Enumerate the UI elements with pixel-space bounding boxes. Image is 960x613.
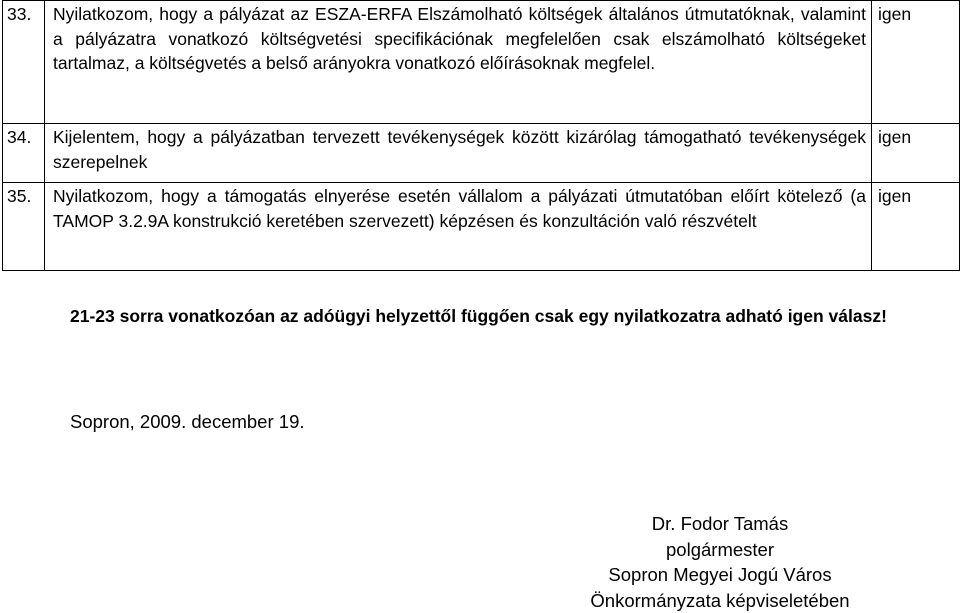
table-row bbox=[3, 124, 960, 183]
declaration-table bbox=[2, 0, 960, 271]
signer-title: polgármester bbox=[560, 537, 880, 563]
row-number: 35. bbox=[3, 183, 45, 271]
table-row bbox=[3, 183, 960, 271]
row-answer: igen bbox=[872, 183, 960, 271]
row-number: 34. bbox=[3, 124, 45, 183]
signer-name: Dr. Fodor Tamás bbox=[560, 511, 880, 537]
signer-capacity: Önkormányzata képviseletében bbox=[560, 588, 880, 613]
row-answer: igen bbox=[872, 1, 960, 124]
signer-organization: Sopron Megyei Jogú Város bbox=[560, 562, 880, 588]
answer-note: 21-23 sorra vonatkozóan az adóügyi helyzettől függően csak egy nyilatkozatra adható igen válasz! bbox=[70, 303, 910, 329]
row-answer: igen bbox=[872, 124, 960, 183]
row-statement: Kijelentem, hogy a pályázatban tervezett tevékenységek között kizárólag támogatható tevékenységek szerepelnek bbox=[45, 124, 872, 183]
row-statement: Nyilatkozom, hogy a pályázat az ESZA-ERFA Elszámolható költségek általános útmutatóknak, valamint a pályázatra vonatkozó költségvetési specifikációnak megfelelően csak elszámolható költségeket tartalmaz, a költségvetés a belső arányokra vonatkozó előírásoknak megfelel. bbox=[45, 1, 872, 124]
signature-block bbox=[560, 511, 880, 613]
table-row bbox=[3, 1, 960, 124]
row-number: 33. bbox=[3, 1, 45, 124]
row-statement: Nyilatkozom, hogy a támogatás elnyerése esetén vállalom a pályázati útmutatóban előírt kötelező (a TAMOP 3.2.9A konstrukció keretében szervezett) képzésen és konzultáción való részvételt bbox=[45, 183, 872, 271]
place-and-date: Sopron, 2009. december 19. bbox=[70, 409, 305, 435]
